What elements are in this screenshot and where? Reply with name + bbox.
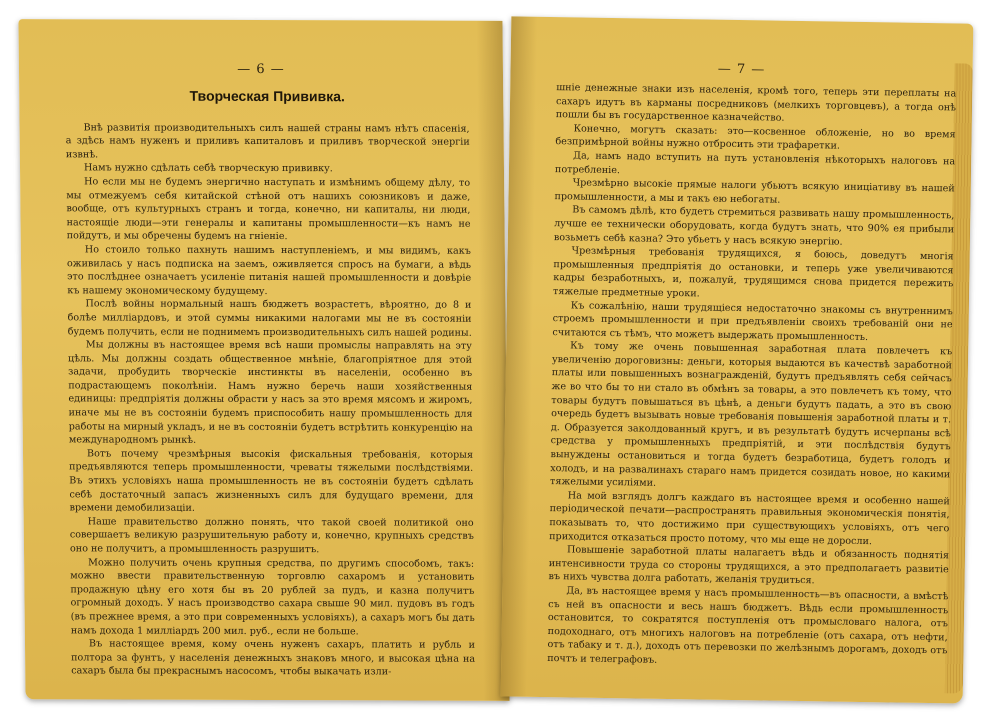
paragraph: Чрезмѣрныя требованія трудящихся, я боюсь, доведутъ многія промышленныя предпріятія до остановки, и теперь уже увеличиваются кадры безработныхъ, и, пожалуй, трудящимся снова придется пережить тяжелые предметные уроки. bbox=[552, 245, 954, 300]
paragraph: Мы должны въ настоящее время всѣ наши промыслы направлять на эту цѣль. Мы должны создать общественное мнѣніе, благопріятное для этой задачи, пробудить творческіе инстинкты въ населеніи, особенно въ подрастающемъ поколѣніи. Намъ нужно беречь наши хозяйственныя единицы: предпріятія должны обрасти у насъ за это время мясомъ и жиромъ, иначе мы не въ состояніи будемъ приспособить нашу промышленность для работы на мирный укладъ, и не въ состояніи будетъ встрѣтить конкуренцію на международномъ рынкѣ. bbox=[67, 339, 473, 447]
paragraph: Конечно, могутъ сказать: это—косвенное обложеніе, но во время безпримѣрной войны нужно отбросить эти трафаретки. bbox=[555, 123, 956, 152]
paragraph: Можно получить очень крупныя средства, по другимъ способомъ, такъ: можно ввести правительственную торговлю сахаромъ и установить продажную цѣну его хотя бы въ 20 рублей за пудъ, и казна получитъ огромный доходъ. У насъ производство сахара свыше 90 мил. пудовъ въ годъ (въ прежнее время, а это при современныхъ условіяхъ), а сахаръ могъ бы дать намъ дохода 1 милліардъ 200 мил. руб., если не больше. bbox=[70, 556, 475, 637]
left-page bbox=[18, 19, 509, 701]
paragraph: Намъ нужно сдѣлать себѣ творческую прививку. bbox=[83, 162, 333, 175]
paragraph: Чрезмѣрно высокіе прямые налоги убьютъ всякую иниціативу въ нашей промышленности, а мы и такъ ею небогаты. bbox=[554, 177, 955, 206]
right-page bbox=[501, 16, 974, 703]
paragraph: Внѣ развитія производительныхъ силъ нашей страны намъ нѣтъ спасенія, а здѣсь намъ нуженъ и приливъ капиталовъ и приливъ творческой энергіи извнѣ. bbox=[65, 121, 470, 161]
open-booklet bbox=[14, 20, 974, 705]
paragraph: Наше правительство должно понять, что такой своей политикой оно совершаетъ великую разрушительную работу и, конечно, крупныхъ средствъ оно не получитъ, а промышленность разрушитъ. bbox=[69, 516, 474, 556]
paragraph: Послѣ войны нормальный нашъ бюджетъ возрастетъ, вѣроятно, до 8 и болѣе милліардовъ, и этой суммы никакими налогами мы не въ состояніи будемъ получить, если не поднимемъ производительныхъ силъ нашей родины. bbox=[67, 298, 472, 339]
page-content bbox=[547, 81, 956, 672]
paragraph: Вотъ почему чрезмѣрныя высокія фискальныя требованія, которыя предъявляются теперь промышленности, чреваты тяжелыми послѣдствіями. Въ этихъ условіяхъ наша промышленность не въ состояніи будетъ сдѣлать себѣ достаточный запасъ жизненныхъ силъ для будущаго времени, для времени демобилизаціи. bbox=[69, 448, 474, 514]
paragraph: Но если мы не будемъ энергично наступать и измѣнимъ общему дѣлу, то мы отмежуемъ себя китайской стѣной отъ нашихъ союзниковъ и даже, вообще, отъ культурныхъ странъ и тогда, конечно, ни капиталы, ни люди, настоящіе люди—эти генералы и капитаны промышленности—къ намъ не пойдутъ, и мы обречены будемъ на гніеніе. bbox=[66, 176, 471, 243]
section-title: Творческая Прививка. bbox=[189, 87, 345, 105]
page-number: — 6 — bbox=[237, 61, 285, 78]
paragraph: На мой взглядъ долгъ каждаго въ настоящее время и особенно нашей періодической печати—распространять правильныя экономическія понятія, показывать то, что достижимо при существующихъ условіяхъ, отъ чего приходится отказаться просто потому, что мы еще не доросли. bbox=[549, 490, 950, 547]
page-content bbox=[65, 83, 475, 679]
paragraph: шніе денежные знаки изъ населенія, кромѣ того, теперь эти переплаты на сахаръ идутъ въ карманы посредниковъ (мелкихъ торговцевъ), а тогда онѣ пошли бы въ государственное казначейство. bbox=[555, 82, 957, 124]
paragraph: Къ сожалѣнію, наши трудящіеся недостаточно знакомы съ внутреннимъ строемъ промышленности и при предъявленіи своихъ требованій они не считаются съ тѣмъ, что можетъ выдержать промышленность. bbox=[552, 299, 953, 343]
paragraph: Но стоило только пахнуть нашимъ наступленіемъ, и мы видимъ, какъ оживилась у насъ подписка на заемъ, оживляется спросъ на бумаги, а вѣдь это послѣднее означаетъ усиленіе питанія нашей промышленности и довѣріе къ нашему экономическому будущему. bbox=[66, 244, 472, 297]
paragraph: Да, намъ надо вступить на путь установленія нѣкоторыхъ налоговъ на потребленіе. bbox=[554, 150, 956, 176]
paragraph: Да, въ настоящее время у насъ промышленность—въ опасности, а вмѣстѣ съ ней въ опасности и весь нашъ бюджетъ. Вѣдь если промышленность остановится, то сократятся поступленія отъ промысловаго налога, отъ подоходнаго, отъ многихъ налоговъ на потребленіе (отъ сахара, отъ нефти, отъ табаку и т. д.), доходъ отъ перевозки по желѣзнымъ дорогамъ, доходъ отъ почтъ и телеграфовъ. bbox=[547, 585, 949, 666]
page-number: — 7 — bbox=[717, 61, 766, 78]
paragraph: Къ тому же очень повышенная заработная плата повлечетъ къ увеличенію дороговизны: деньги, которыя выдаются въ качествѣ заработной платы или повышенныхъ вознагражденій, будутъ предъявлять себя сейчасъ же во что бы то ни стало въ обмѣнъ за товары, а это повлечетъ къ тому, что товары будутъ повышаться въ цѣнѣ, а деньги будутъ падать, а это въ свою очередь будетъ вызывать новые требованія повышенія заработной платы и т. д. Образуется заколдованный кругъ, и въ результатѣ будутъ исчерпаны всѣ средства у промышленныхъ предпріятій, и эти послѣдствія будутъ вынуждены остановиться и тогда будетъ безработица, будетъ голодъ и холодъ, и на развалинахъ стараго намъ придется созидать новое, но какими тяжелыми усиліями. bbox=[549, 340, 953, 489]
paragraph: Въ самомъ дѣлѣ, кто будетъ стремиться развивать нашу промышленность, лучше ее технически оборудовать, когда будутъ знать, что 90% ея прибыли возьметъ себѣ казна? Это убьетъ у насъ всякую энергію. bbox=[553, 204, 955, 248]
paragraph: Въ настоящее время, кому очень нуженъ сахаръ, платить и рубль и полтора за фунтъ, у населенія денежныхъ знаковъ много, и высокая цѣна на сахаръ была бы прекраснымъ насосомъ, чтобы выкачать изли- bbox=[71, 638, 476, 678]
paragraph: Повышеніе заработной платы налагаетъ вѣдь и обязанность поднятія интенсивности труда со стороны трудящихся, а это предполагаетъ развитіе въ нихъ чувства долга работать, желанія трудиться. bbox=[548, 544, 950, 587]
